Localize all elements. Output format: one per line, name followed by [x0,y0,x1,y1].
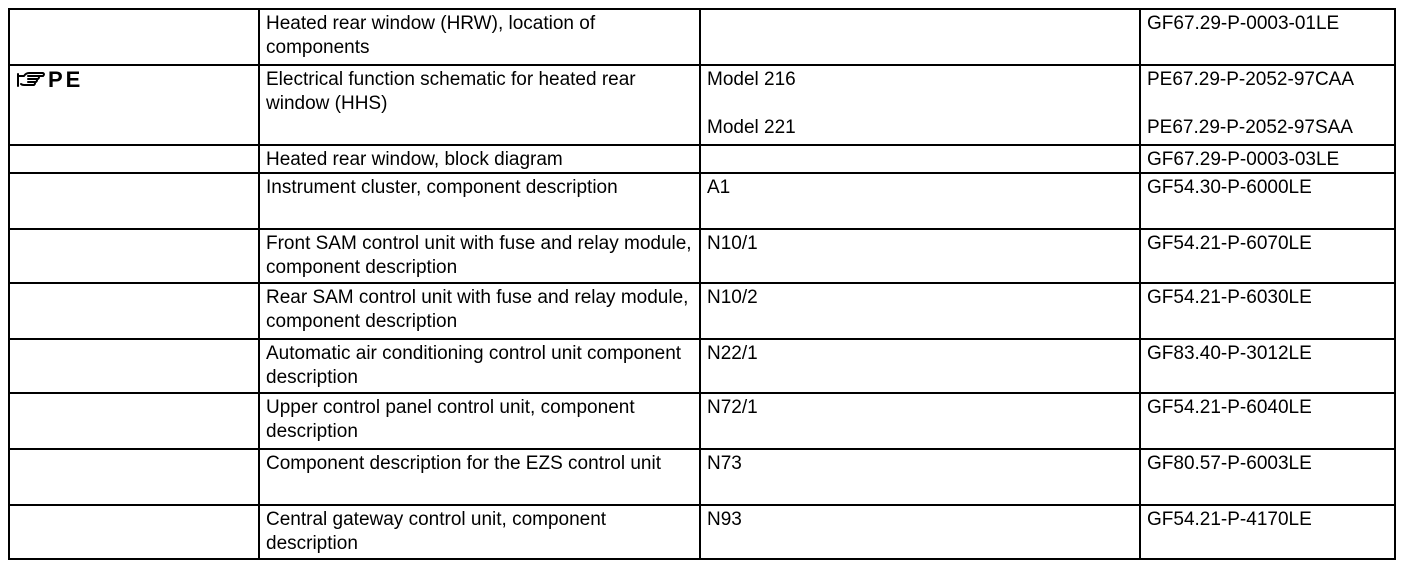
document-link[interactable]: GF67.29-P-0003-01LE [1147,13,1340,34]
document-cell[interactable] [1140,505,1395,559]
reference-cell [700,393,1140,449]
pe-marker[interactable] [16,67,83,92]
document-cell[interactable] [1140,449,1395,505]
marker-cell [9,339,259,393]
reference-cell [700,449,1140,505]
component-ref: N10/2 [707,287,758,308]
document-link[interactable]: GF54.21-P-4170LE [1147,509,1312,530]
reference-cell [700,283,1140,339]
model-ref: Model 216 [707,69,796,90]
doc-title: Component description for the EZS control unit [266,453,661,474]
marker-cell [9,229,259,283]
document-link[interactable]: GF54.30-P-6000LE [1147,177,1312,198]
marker-cell [9,505,259,559]
marker-cell [9,9,259,65]
doc-title: Automatic air conditioning control unit component description [266,343,682,388]
reference-cell [700,9,1140,65]
component-ref: A1 [707,177,731,198]
reference-cell [700,145,1140,173]
document-cell[interactable] [1140,283,1395,339]
title-cell [259,229,700,283]
title-cell [259,339,700,393]
table-row [9,393,1395,449]
table-row [9,449,1395,505]
table-row [9,9,1395,65]
marker-cell [9,283,259,339]
pe-label: PE [48,67,84,92]
reference-cell [700,505,1140,559]
document-link[interactable]: PE67.29-P-2052-97SAA [1147,117,1353,138]
document-link[interactable]: GF54.21-P-6040LE [1147,397,1312,418]
document-cell[interactable] [1140,145,1395,173]
reference-cell [700,65,1140,145]
marker-cell [9,393,259,449]
document-link[interactable]: GF54.21-P-6070LE [1147,233,1312,254]
table-row [9,505,1395,559]
table-row [9,173,1395,229]
reference-table [8,8,1396,560]
document-cell[interactable] [1140,173,1395,229]
document-link[interactable]: PE67.29-P-2052-97CAA [1147,69,1355,90]
doc-title: Heated rear window (HRW), location of components [266,13,596,58]
title-cell [259,505,700,559]
table-row [9,65,1395,145]
doc-title: Rear SAM control unit with fuse and relay module, component description [266,287,689,332]
component-ref: N22/1 [707,343,758,364]
doc-title: Upper control panel control unit, component description [266,397,635,442]
reference-cell [700,229,1140,283]
document-link[interactable]: GF54.21-P-6030LE [1147,287,1312,308]
document-link[interactable]: GF80.57-P-6003LE [1147,453,1312,474]
doc-title: Front SAM control unit with fuse and relay module, component description [266,233,692,278]
reference-cell [700,173,1140,229]
component-ref: N10/1 [707,233,758,254]
marker-cell [9,449,259,505]
title-cell [259,283,700,339]
component-ref: N73 [707,453,742,474]
component-ref: N72/1 [707,397,758,418]
document-cell[interactable] [1140,65,1395,145]
marker-cell [9,173,259,229]
title-cell [259,449,700,505]
document-cell[interactable] [1140,229,1395,283]
title-cell [259,393,700,449]
doc-title: Heated rear window, block diagram [266,149,563,170]
doc-title: Electrical function schematic for heated rear window (HHS) [266,69,636,114]
document-link[interactable]: GF67.29-P-0003-03LE [1147,149,1340,170]
pointing-hand-icon [16,70,46,90]
document-cell[interactable] [1140,339,1395,393]
doc-title: Instrument cluster, component description [266,177,618,198]
title-cell [259,65,700,145]
component-ref: N93 [707,509,742,530]
document-cell[interactable] [1140,9,1395,65]
table-row [9,283,1395,339]
title-cell [259,145,700,173]
title-cell [259,9,700,65]
marker-cell [9,145,259,173]
title-cell [259,173,700,229]
table-row [9,339,1395,393]
table-row [9,229,1395,283]
document-link[interactable]: GF83.40-P-3012LE [1147,343,1312,364]
table-row [9,145,1395,173]
doc-title: Central gateway control unit, component description [266,509,607,554]
reference-cell [700,339,1140,393]
marker-cell [9,65,259,145]
model-ref: Model 221 [707,117,796,138]
document-cell[interactable] [1140,393,1395,449]
